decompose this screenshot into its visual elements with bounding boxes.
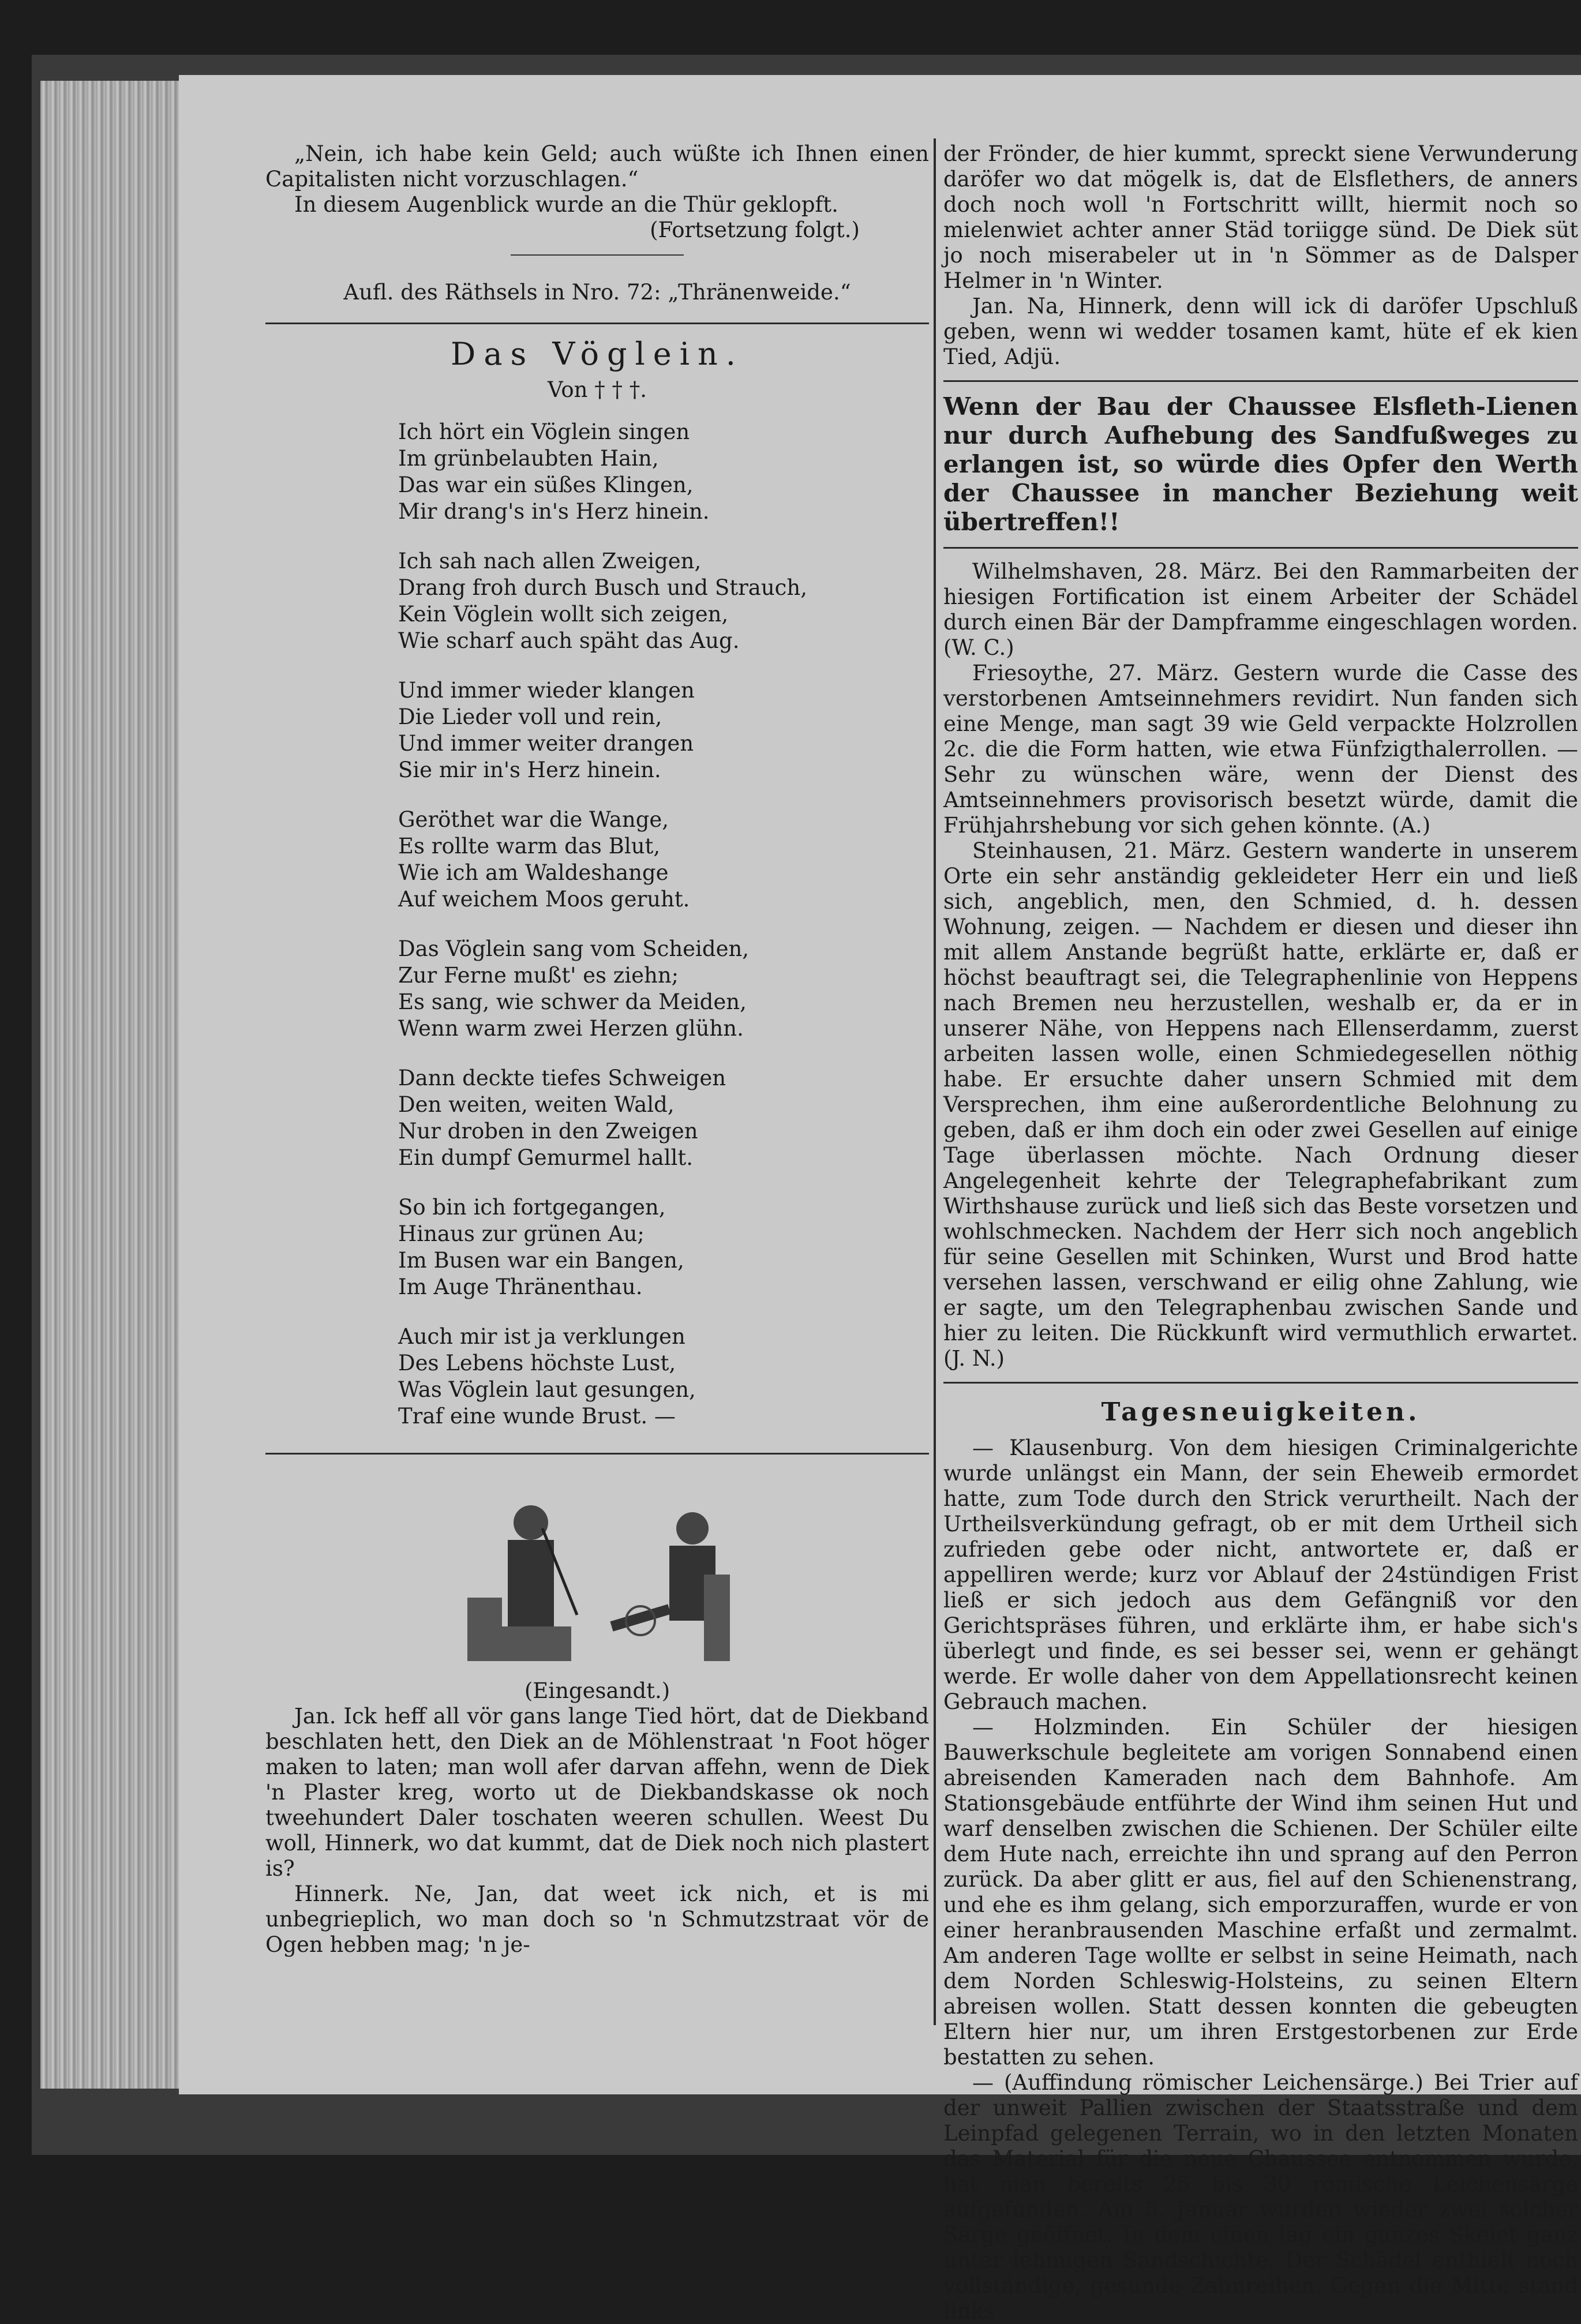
news-item: — Holzminden. Ein Schüler der hiesigen Bauwerkschule begleitete am vorigen Sonnabend einen abreisenden Kameraden nach dem Bahnhofe. Am Stationsgebäude entführte der Wind ihm seinen Hut und warf denselben zwischen die Schienen. Der Schüler eilte dem Hute nach, erreichte ihn und sprang auf den Perron zurück. Da aber glitt er aus, fiel auf den Schienenstrang, und ehe es ihm gelang, sich emporzuraffen, wurde er von einer heranbrausenden Maschine erfaßt und zermalmt. Am anderen Tage wollte er selbst in seine Heimath, nach dem Norden Schleswig-Holsteins, zu seinen Eltern abreisen wollen. Statt dessen konnten die gebeugten Eltern hier nur, um ihren Erstgestorbenen zur Erde bestatten zu sehen. [943,1715,1578,2070]
poem-line: Ein dumpf Gemurmel hallt. [398,1145,693,1170]
news-item: Wilhelmshaven, 28. März. Bei den Rammarbeiten der hiesigen Fortification ist einem Arbeiter der Schädel durch einen Bär der Dampframme eingeschlagen worden. (W. C.) [943,559,1578,660]
poem-line: Es sang, wie schwer da Meiden, [398,989,747,1014]
man-with-pipe-illustration [462,1482,589,1673]
poem-line: Wie ich am Waldeshange [398,860,669,885]
poem [265,419,929,1430]
section-rule [943,547,1578,549]
reclining-man-illustration [606,1482,733,1673]
dialog-text: Jan. Ick heff all vör gans lange Tied hört, dat de Diekband beschlaten hett, den Diek an de Möhlenstraat 'n Foot höger maken to laten; man woll afer darvan affehn, wenn de Diek 'n Plaster kreg, worto ut de Diekbandskasse ok noch tweehundert Daler toschaten weeren schullen. Weest Du woll, Hinnerk, wo dat kummt, dat de Diek noch nich plastert is? [265,1704,929,1881]
poem-stanza [398,1065,929,1171]
poem-title: Das Vöglein. [451,336,744,372]
poem-line: Des Lebens höchste Lust, [398,1351,676,1375]
story-text: „Nein, ich habe kein Geld; auch wüßte ich Ihnen einen Capitalisten nicht vorzuschlagen.“ [265,141,929,192]
riddle-solution: Aufl. des Räthsels in Nro. 72: „Thränenweide.“ [343,280,851,305]
poem-line: Zur Ferne mußt' es ziehn; [398,963,679,988]
poem-stanza [398,419,929,525]
poem-line: Ich sah nach allen Zweigen, [398,549,702,573]
poem-line: Es rollte warm das Blut, [398,834,661,859]
section-rule [943,1382,1578,1384]
poem-line: Und immer wieder klangen [398,678,695,703]
poem-line: Dann deckte tiefes Schweigen [398,1066,726,1090]
story-text: In diesem Augenblick wurde an die Thür geklopft. [294,192,838,217]
section-rule [265,1453,929,1455]
poem-line: Mir drang's in's Herz hinein. [398,499,710,524]
section-rule [265,323,929,324]
poem-stanza [398,807,929,913]
poem-line: Den weiten, weiten Wald, [398,1092,675,1117]
poem-line: Im grünbelaubten Hain, [398,446,659,471]
page-edges [40,81,190,2089]
poem-line: Kein Vöglein wollt sich zeigen, [398,602,729,627]
news-item: — Klausenburg. Von dem hiesigen Criminalgerichte wurde unlängst ein Mann, der sein Eheweib ermordet hatte, zum Tode durch den Strick verurtheilt. Nach der Urtheilsverkündung gefragt, ob er mit dem Urtheil sich zufrieden gebe oder nicht, antwortete er, daß er appelliren werde; kurz vor Ablauf der 24stündigen Frist ließ er sich jedoch aus dem Gefängniß vor den Gerichtspräses führen, und erklärte ihm, er habe sich's überlegt und finde, es sei besser sei, wenn er gehängt werde. Er wolle daher von dem Appellationsrecht keinen Gebrauch machen. [943,1435,1578,1714]
poem-stanza [398,548,929,654]
dialog-text: Hinnerk. Ne, Jan, dat weet ick nich, et is mi unbegrieplich, wo man doch so 'n Schmutzstraat vör de Ogen hebben mag; 'n je- [265,1881,929,1957]
poem-line: Das Vöglein sang vom Scheiden, [398,936,750,961]
poem-stanza [398,1194,929,1300]
poem-stanza [398,936,929,1042]
poem-line: Wenn warm zwei Herzen glühn. [398,1016,744,1041]
ornament-divider [511,254,684,263]
poem-line: Was Vöglein laut gesungen, [398,1377,696,1402]
illustration-two-smokers [453,1465,741,1673]
news-item: — (Auffindung römischer Leichensärge.) Bei Trier auf der unweit Pallien zwischen der Staatsstraße und dem Leinpfad gelegenen Terrain, wo in den letzten Monaten das Material für die neue Chaussee entnommen wurde, hat man bereits 25 bis 30 römische Leichensärge aufgefunden. Am 5. Januar wurden wieder zwei solcher Särge geöffnet. In dem einen lag ein ganzes Skelet ganz unter lehmigen Sandschichte. Der Schädel enthielt noch vollständige, gesunde Zahnreihen. Gegen die Mitte stand links [943,2070,1578,2323]
news-item: Friesoythe, 27. März. Gestern wurde die Casse des verstorbenen Amtseinnehmers revidirt. Nun fanden sich eine Menge, man sagt 39 wie Geld verpackte Holzrollen 2c. die die Form hatten, wie etwa Fünfzigthalerrollen. — Sehr zu wünschen wäre, wenn der Dienst des Amtseinnehmers provisorisch besetzt würde, damit die Frühjahrshebung vor sich gehen könnte. (A.) [943,661,1578,838]
poem-line: Ich hört ein Vöglein singen [398,419,690,444]
continuation-note: (Fortsetzung folgt.) [650,218,860,242]
poem-author: Von † † †. [548,377,647,402]
poem-line: Auf weichem Moos geruht. [398,887,690,912]
right-column [943,141,1578,2324]
bold-notice: Wenn der Bau der Chaussee Elsfleth-Lienen nur durch Aufhebung des Sandfußweges zu erlangen ist, so würde dies Opfer den Werth der Chaussee in mancher Beziehung weit übertreffen!! [943,392,1578,536]
left-column [265,141,929,1958]
poem-line: So bin ich fortgegangen, [398,1195,666,1220]
poem-stanza [398,677,929,784]
poem-line: Im Auge Thränenthau. [398,1275,643,1299]
news-item: Steinhausen, 21. März. Gestern wanderte in unserem Orte ein sehr anständig gekleideter Herr ein und ließ sich, angeblich, men, den Schmied, d. h. dessen Wohnung, zeigen. — Nachdem er diesen und dieser ihn mit allem Anstande begrüßt hatte, erklärte er, daß er höchst beauftragt sei, die Telegraphenlinie von Heppens nach Bremen neu herzustellen, weshalb er, da er in unserer Nähe, von Heppens nach Ellenserdamm, zuerst arbeiten lassen wolle, einen Schmiedegesellen nöthig habe. Er ersuchte daher unsern Schmied mit dem Versprechen, ihm eine außerordentliche Belohnung zu geben, daß er ihm doch ein oder zwei Gesellen auf einige Tage überlassen möchte. Nach Ordnung dieser Angelegenheit kehrte der Telegraphefabrikant zum Wirthshause zurück und ließ sich das Beste vorsetzen und wohlschmecken. Nachdem der Herr sich noch angeblich für seine Gesellen mit Schinken, Wurst und Brod hatte versehen lassen, verschwand er eilig ohne Zahlung, wie er sagte, um den Telegraphenbau zwischen Sande und hier zu leiten. Die Rückkunft wird vermuthlich erwartet. (J. N.) [943,838,1578,1371]
poem-line: Die Lieder voll und rein, [398,704,662,729]
eingesandt-label: (Eingesandt.) [524,1678,670,1703]
poem-line: Traf eine wunde Brust. — [398,1404,676,1429]
column-divider [934,138,936,2025]
dialog-text: Jan. Na, Hinnerk, denn will ick di daröfer Upschluß geben, wenn wi wedder tosamen kamt, hüte ef ek kien Tied, Adjü. [943,294,1578,369]
dialog-text: der Frönder, de hier kummt, spreckt siene Verwunderung daröfer wo dat mögelk is, dat de Elsflethers, de anners doch noch woll 'n Fortschritt willt, hiermit noch so mielenwiet achter anner Städ toriigge sünd. De Diek süt jo noch miserabeler ut in 'n Sömmer as de Dalsper Helmer in 'n Winter. [943,141,1578,293]
poem-line: Drang froh durch Busch und Strauch, [398,575,807,600]
section-heading: Tagesneuigkeiten. [1101,1397,1421,1427]
poem-line: Sie mir in's Herz hinein. [398,758,661,782]
poem-line: Im Busen war ein Bangen, [398,1248,684,1273]
poem-line: Und immer weiter drangen [398,731,694,756]
poem-line: Auch mir ist ja verklungen [398,1324,685,1349]
poem-line: Hinaus zur grünen Au; [398,1221,645,1246]
poem-stanza [398,1324,929,1430]
section-rule [943,380,1578,382]
poem-line: Geröthet war die Wange, [398,807,669,832]
poem-line: Nur droben in den Zweigen [398,1119,698,1144]
poem-line: Das war ein süßes Klingen, [398,473,694,497]
poem-line: Wie scharf auch späht das Aug. [398,628,740,653]
